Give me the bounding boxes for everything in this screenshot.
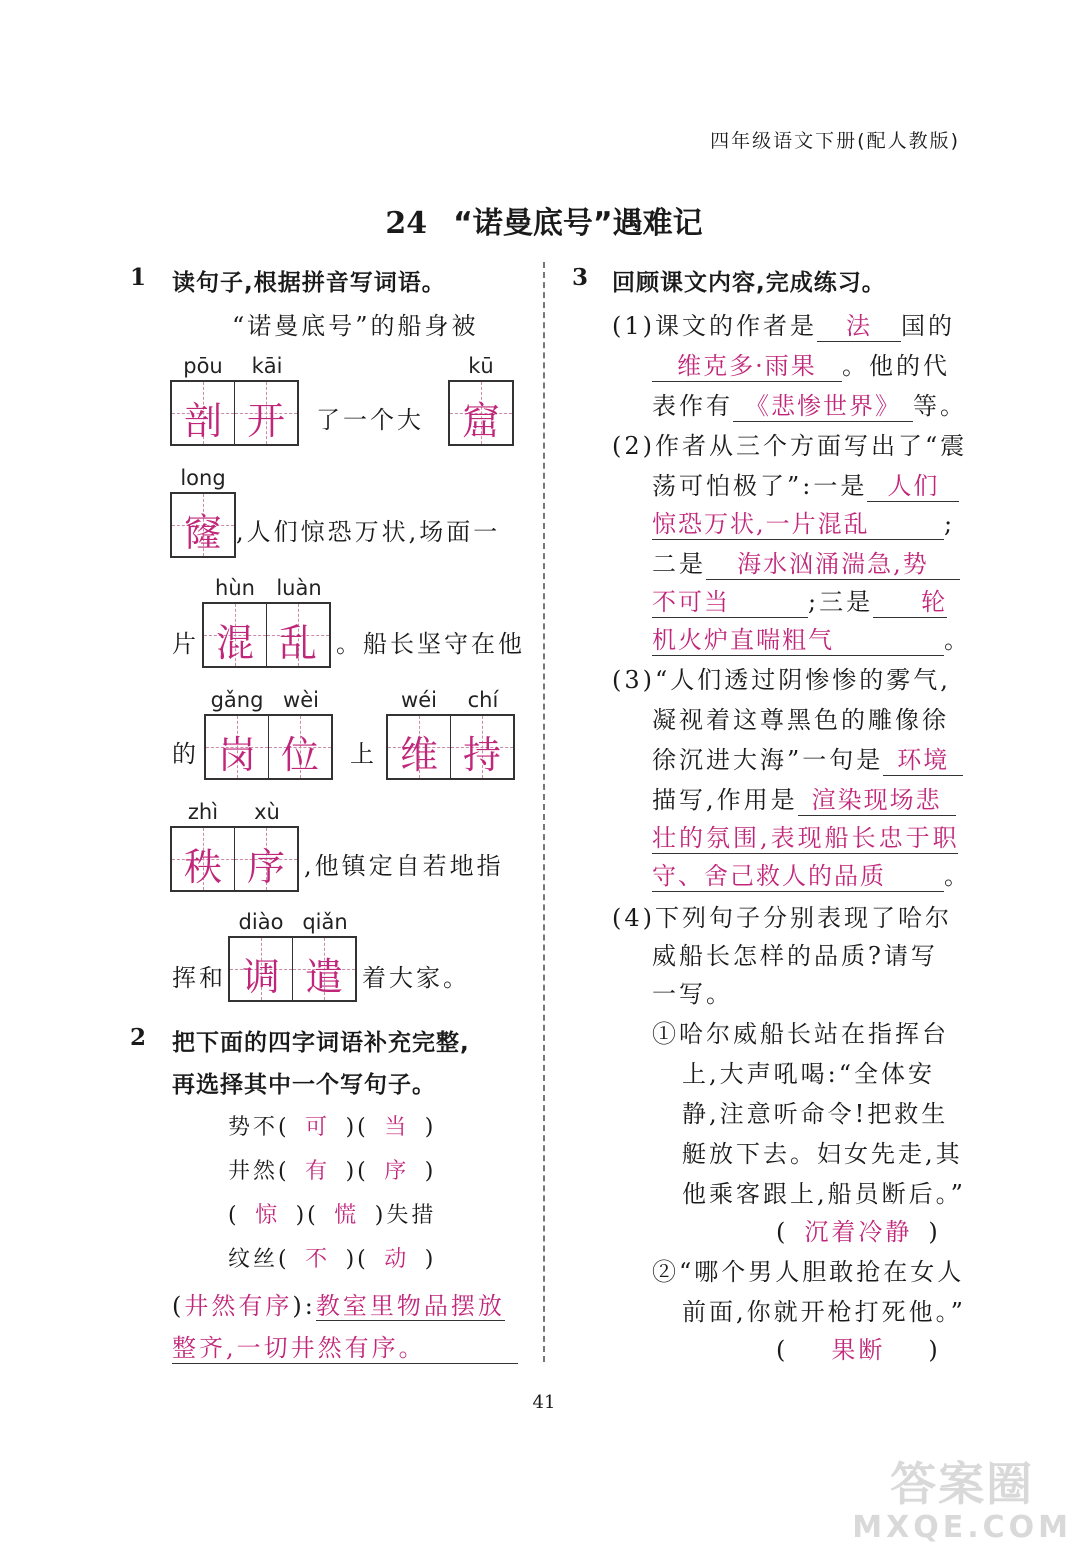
q3-p2-line3: 惊恐万状,一片混乱 ; <box>652 504 955 540</box>
q1-instruction: 读句子,根据拼音写词语。 <box>172 270 446 296</box>
q2-instruction-2: 再选择其中一个写句子。 <box>172 1072 436 1098</box>
lesson-title-text: “诺曼底号”遇难记 <box>453 206 703 241</box>
pinyin: pōu <box>183 354 223 378</box>
answer-char: 遣 <box>304 955 343 999</box>
pinyin: luàn <box>276 576 322 600</box>
q3-p3-line2: 凝视着这尊黑色的雕像徐 <box>652 706 949 734</box>
lesson-title <box>0 198 1088 242</box>
q1-mid1: 了一个大 <box>316 406 424 434</box>
answer-char: 调 <box>241 955 280 999</box>
pinyin: wéi <box>401 688 437 712</box>
q2-sentence-line2: 整齐,一切井然有序。 <box>172 1328 518 1364</box>
q3-p1-line1: (1)课文的作者是 法 国的 <box>612 306 955 342</box>
char-box-ku <box>448 380 514 446</box>
pinyin: gǎng <box>210 688 264 712</box>
pinyin: xù <box>254 800 280 824</box>
answer-char: 位 <box>280 733 319 777</box>
idiom-row: ( 惊 )( 慌 )失措 <box>228 1203 437 1228</box>
q3-s1-line2: 上,大声吼喝:“全体安 <box>682 1060 935 1088</box>
char-box-diaoqian <box>228 936 357 1002</box>
q3-number: 3 <box>572 264 589 291</box>
pinyin: chí <box>467 688 499 712</box>
char-box-hunluan <box>202 602 331 668</box>
q2-number: 2 <box>130 1024 147 1051</box>
answer-char: 维 <box>399 733 438 777</box>
q2-instruction-1: 把下面的四字词语补充完整, <box>172 1030 470 1056</box>
answer-char: 剖 <box>183 399 222 443</box>
q3-s1-answer: ( 沉着冷静 ) <box>776 1218 941 1246</box>
pinyin: wèi <box>283 688 319 712</box>
char-box-weichi <box>386 714 515 780</box>
char-box-zhixu <box>170 826 299 892</box>
q1-line1: “诺曼底号”的船身被 <box>232 312 479 340</box>
q3-p2-line1: (2)作者从三个方面写出了“震 <box>612 432 968 460</box>
q3-p3-line5: 壮的氛围,表现船长忠于职 <box>652 818 958 854</box>
q2-sentence-line1: (井然有序):教室里物品摆放 <box>172 1292 505 1320</box>
q3-s2-line2: 前面,你就开枪打死他。” <box>682 1298 966 1326</box>
q3-s2-line1: ②“哪个男人胆敢抢在女人 <box>652 1258 965 1286</box>
pinyin: kāi <box>251 354 283 378</box>
q1-shang: 上 <box>350 740 377 768</box>
pinyin: zhì <box>187 800 219 824</box>
q1-number: 1 <box>130 264 147 291</box>
char-box-poukai <box>170 380 299 446</box>
pinyin: kū <box>468 354 494 378</box>
q1-de: 的 <box>172 740 199 768</box>
q3-p3-line1: (3)“人们透过阴惨惨的雾气, <box>612 666 951 694</box>
answer-char: 开 <box>246 399 285 443</box>
q3-p2-line4: 二是 海水汹涌湍急,势 <box>652 544 960 580</box>
idiom-row: 纹丝( 不 )( 动 ) <box>228 1247 437 1272</box>
q3-s1-line1: ①哈尔威船长站在指挥台 <box>652 1020 949 1048</box>
answer-char: 持 <box>462 733 501 777</box>
q3-p3-line6: 守、舍己救人的品质 。 <box>652 856 971 892</box>
book-header: 四年级语文下册(配人教版) <box>710 130 960 152</box>
char-box-gangwei <box>204 714 333 780</box>
q3-s1-line4: 艇放下去。妇女先走,其 <box>682 1140 963 1168</box>
q3-p4-line1: (4)下列句子分别表现了哈尔 <box>612 904 952 932</box>
q3-p2-line5: 不可当 ;三是 轮 <box>652 582 947 618</box>
q3-p2-line2: 荡可怕极了”:一是 人们 <box>652 466 959 502</box>
answer-char: 秩 <box>183 845 222 889</box>
pinyin: hùn <box>215 576 255 600</box>
q3-p1-line2: 维克多·雨果 。他的代 <box>652 346 950 382</box>
q3-p1-line3: 表作有 《悲惨世界》 等。 <box>652 386 967 422</box>
q3-s2-answer: ( 果断 ) <box>776 1336 941 1364</box>
q3-p3-line4: 描写,作用是 渲染现场悲 <box>652 780 956 816</box>
answer-char: 窿 <box>183 511 222 555</box>
answer-char: 窟 <box>461 399 500 443</box>
q1-line6: ,他镇定自若地指 <box>304 852 504 880</box>
answer-char: 序 <box>246 845 285 889</box>
answer-char: 岗 <box>217 733 256 777</box>
q1-huihe: 挥和 <box>172 964 226 992</box>
q1-line4: 。船长坚守在他 <box>336 630 525 658</box>
page-number: 41 <box>532 1392 556 1413</box>
q3-s1-line5: 他乘客跟上,船员断后。” <box>682 1180 966 1208</box>
q3-s1-line3: 静,注意听命令!把救生 <box>682 1100 949 1128</box>
lesson-number: 24 <box>385 206 428 241</box>
q3-p4-line3: 一写。 <box>652 980 733 1008</box>
q1-line3: ,人们惊恐万状,场面一 <box>236 518 501 546</box>
pinyin: qiǎn <box>302 910 348 934</box>
q1-line7: 着大家。 <box>362 964 470 992</box>
answer-char: 乱 <box>278 621 317 665</box>
q3-instruction: 回顾课文内容,完成练习。 <box>612 270 886 296</box>
q3-p3-line3: 徐沉进大海”一句是 环境 <box>652 740 963 776</box>
watermark-logo: 答案圈 MXQE.COM <box>852 1457 1072 1545</box>
pinyin: long <box>180 466 226 490</box>
column-divider <box>543 262 545 1362</box>
pinyin: diào <box>238 910 284 934</box>
answer-char: 混 <box>215 621 254 665</box>
char-box-long <box>170 492 236 558</box>
q1-pian: 片 <box>172 630 199 658</box>
q3-p4-line2: 威船长怎样的品质?请写 <box>652 942 938 970</box>
idiom-row: 井然( 有 )( 序 ) <box>228 1159 437 1184</box>
idiom-row: 势不( 可 )( 当 ) <box>228 1115 437 1140</box>
q3-p2-line6: 机火炉直喘粗气 。 <box>652 620 971 656</box>
